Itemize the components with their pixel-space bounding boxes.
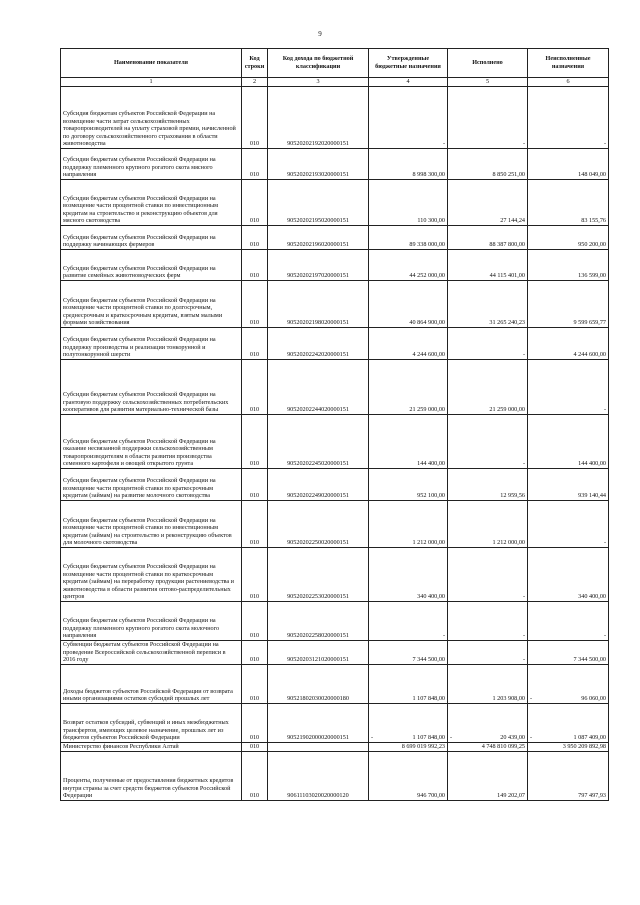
table-row [61, 548, 609, 602]
row-approved-value: 144 400,00 [417, 460, 445, 468]
row-executed [448, 704, 528, 743]
row-executed [448, 641, 528, 665]
row-approved [369, 602, 448, 641]
row-code-value: 010 [249, 140, 260, 148]
row-code [242, 360, 268, 415]
row-name [61, 469, 242, 501]
row-executed [448, 328, 528, 360]
row-name-value: Субсидия бюджетам субъектов Российской Федерации на возмещение части затрат сельскохозяйственных товаропроизводителей на уплату страховой премии, начисленной по договору сельскохозяйственного страхования в области животноводства [63, 110, 236, 148]
row-code [242, 250, 268, 281]
row-name [61, 752, 242, 801]
row-unexecuted-value: - [603, 140, 606, 148]
row-code-value: 010 [249, 241, 260, 249]
row-approved [369, 149, 448, 180]
row-approved [369, 469, 448, 501]
row-name-value: Субсидии бюджетам субъектов Российской Федерации на возмещение части процентной ставки по инвестиционным кредитам (займам) на строительство и реконструкцию объектов для молочного скотоводства [63, 516, 232, 547]
row-name [61, 328, 242, 360]
row-classification-value: 90520202197020000151 [287, 272, 349, 280]
row-code-value: 010 [249, 217, 260, 225]
row-code [242, 704, 268, 743]
row-executed [448, 752, 528, 801]
row-executed-value: 88 387 800,00 [489, 241, 525, 249]
negative-sign: - [530, 734, 533, 742]
row-approved-value: 8 699 019 992,23 [401, 743, 445, 751]
row-name-value: Субсидии бюджетам субъектов Российской Федерации на поддержку племенного крупного рогатого скота мясного направления [63, 156, 216, 179]
row-code [242, 87, 268, 149]
row-name [61, 360, 242, 415]
table-body [61, 87, 609, 801]
negative-sign: - [371, 734, 374, 742]
row-code [242, 149, 268, 180]
row-code-value: 010 [249, 171, 260, 179]
row-approved [369, 328, 448, 360]
row-unexecuted [528, 180, 609, 226]
row-unexecuted-value: - [603, 539, 606, 547]
row-name [61, 548, 242, 602]
row-unexecuted-value: 340 400,00 [578, 593, 606, 601]
row-name-value: Субсидии бюджетам субъектов Российской Федерации на возмещение части процентной ставки по краткосрочным кредитам (займам) на переработку продукции растениеводства и животноводства в области развития оптово-распределительных центров [63, 563, 234, 601]
row-classification-value: 90520202192020000151 [287, 140, 349, 148]
row-approved-value: 40 864 900,00 [409, 319, 445, 327]
table-row [61, 469, 609, 501]
row-classification-value: 90520202242020000151 [287, 351, 349, 359]
row-name-value: Субсидии бюджетам субъектов Российской Федерации на поддержку производства и реализации тонкорунной и полутонкорунной шерсти [63, 336, 216, 359]
row-approved-value: - [442, 140, 445, 148]
row-executed [448, 226, 528, 250]
row-approved-value: 44 252 000,00 [409, 272, 445, 280]
row-executed-value: 1 212 000,00 [492, 539, 525, 547]
header-name: Наименование показателя [61, 49, 242, 78]
row-name [61, 665, 242, 704]
row-unexecuted-value: 939 140,44 [578, 492, 606, 500]
row-unexecuted [528, 226, 609, 250]
column-number: 3 [268, 78, 369, 87]
row-executed [448, 149, 528, 180]
row-approved [369, 752, 448, 801]
header-unexecuted: Неисполненные назначения [528, 49, 609, 78]
row-approved [369, 180, 448, 226]
row-code [242, 180, 268, 226]
row-unexecuted [528, 360, 609, 415]
negative-sign: - [530, 695, 533, 703]
row-executed [448, 501, 528, 548]
row-code-value: 010 [249, 460, 260, 468]
row-classification [268, 548, 369, 602]
row-unexecuted-value: 797 497,93 [578, 792, 606, 800]
row-unexecuted [528, 415, 609, 469]
row-approved-value: 7 344 500,00 [412, 656, 445, 664]
row-approved-value: 340 400,00 [417, 593, 445, 601]
row-approved [369, 281, 448, 328]
row-code-value: 010 [249, 632, 260, 640]
row-name [61, 87, 242, 149]
table-row [61, 501, 609, 548]
row-unexecuted [528, 87, 609, 149]
table-row [61, 149, 609, 180]
row-classification-value: 90520202258020000151 [287, 632, 349, 640]
column-number: 4 [369, 78, 448, 87]
row-classification-value: 90521902000020000151 [287, 734, 349, 742]
row-unexecuted-value: 136 599,00 [578, 272, 606, 280]
row-classification [268, 226, 369, 250]
row-code-value: 010 [249, 539, 260, 547]
row-name [61, 226, 242, 250]
row-code-value: 010 [249, 319, 260, 327]
row-executed-value: 8 850 251,00 [492, 171, 525, 179]
row-name-value: Субсидии бюджетам субъектов Российской Федерации на возмещение части процентной ставки по краткосрочным кредитам (займам) на развитие молочного скотоводства [63, 477, 216, 500]
row-classification-value: 90520202253020000151 [287, 593, 349, 601]
row-code-value: 010 [249, 593, 260, 601]
row-name [61, 501, 242, 548]
row-name-value: Субсидии бюджетам субъектов Российской Федерации на развитие семейных животноводческих ферм [63, 264, 216, 280]
row-approved-value: - [442, 632, 445, 640]
row-approved [369, 641, 448, 665]
row-name [61, 743, 242, 752]
column-number: 1 [61, 78, 242, 87]
row-code [242, 226, 268, 250]
row-unexecuted-value: 83 155,76 [581, 217, 606, 225]
row-executed-value: 4 748 810 099,25 [481, 743, 525, 751]
row-executed [448, 469, 528, 501]
row-classification [268, 87, 369, 149]
row-executed-value: 20 439,00 [500, 734, 525, 742]
row-classification [268, 149, 369, 180]
row-unexecuted [528, 501, 609, 548]
row-approved-value: 4 244 600,00 [412, 351, 445, 359]
column-number: 5 [448, 78, 528, 87]
row-unexecuted-value: - [603, 406, 606, 414]
row-name [61, 602, 242, 641]
row-name-value: Проценты, полученные от предоставления бюджетных кредитов внутри страны за счет средств бюджетов субъектов Российской Федерации [63, 777, 234, 800]
row-unexecuted [528, 149, 609, 180]
row-classification-value: 90520202245020000151 [287, 460, 349, 468]
row-unexecuted [528, 328, 609, 360]
row-unexecuted-value: 3 950 209 892,98 [562, 743, 606, 751]
table-row [61, 281, 609, 328]
row-executed-value: - [522, 632, 525, 640]
row-code-value: 010 [249, 792, 260, 800]
row-classification-value: 90520202195020000151 [287, 217, 349, 225]
row-classification [268, 281, 369, 328]
column-number-row [61, 78, 609, 87]
row-executed-value: 21 259 000,00 [489, 406, 525, 414]
row-approved-value: 89 338 000,00 [409, 241, 445, 249]
row-classification [268, 743, 369, 752]
row-approved [369, 226, 448, 250]
row-name-value: Субсидии бюджетам субъектов Российской Федерации на грантовую поддержку сельскохозяйственных потребительских кооперативов для развития материально-технической базы [63, 391, 229, 414]
row-executed-value: - [522, 460, 525, 468]
row-executed-value: 44 115 401,00 [489, 272, 525, 280]
row-classification [268, 602, 369, 641]
row-executed-value: 12 959,56 [500, 492, 525, 500]
table-row [61, 87, 609, 149]
row-name [61, 281, 242, 328]
row-classification [268, 250, 369, 281]
row-name [61, 180, 242, 226]
row-unexecuted-value: 9 599 659,77 [573, 319, 606, 327]
row-approved [369, 704, 448, 743]
row-approved [369, 87, 448, 149]
row-unexecuted [528, 250, 609, 281]
row-classification [268, 501, 369, 548]
row-approved-value: 952 100,00 [417, 492, 445, 500]
table-row [61, 250, 609, 281]
row-code-value: 010 [249, 406, 260, 414]
row-classification-value: 90520202196020000151 [287, 241, 349, 249]
row-approved [369, 360, 448, 415]
table-row [61, 328, 609, 360]
row-approved-value: 8 998 300,00 [412, 171, 445, 179]
header-classification: Код дохода по бюджетной классификации [268, 49, 369, 78]
row-executed [448, 87, 528, 149]
table-row [61, 704, 609, 743]
row-name [61, 704, 242, 743]
row-code-value: 010 [249, 272, 260, 280]
row-name-value: Возврат остатков субсидий, субвенций и иных межбюджетных трансфертов, имеющих целевое назначение, прошлых лет из бюджетов субъектов Российской Федерации [63, 719, 229, 742]
row-code [242, 469, 268, 501]
row-name-value: Субвенции бюджетам субъектов Российской Федерации на проведение Всероссийской сельскохозяйственной переписи в 2016 году [63, 641, 226, 664]
row-approved [369, 415, 448, 469]
row-executed-value: - [522, 593, 525, 601]
table-header-row [61, 49, 609, 78]
row-unexecuted [528, 469, 609, 501]
row-unexecuted [528, 602, 609, 641]
table-row [61, 180, 609, 226]
row-classification [268, 469, 369, 501]
row-name [61, 149, 242, 180]
row-unexecuted [528, 752, 609, 801]
row-name-value: Субсидии бюджетам субъектов Российской Федерации на возмещение части процентной ставки по долгосрочным, среднесрочным и краткосрочным кредитам, взятым малыми формами хозяйствования [63, 296, 223, 327]
row-executed-value: 31 265 240,23 [489, 319, 525, 327]
row-unexecuted-value: 148 049,00 [578, 171, 606, 179]
row-code [242, 641, 268, 665]
row-approved-value: 110 300,00 [417, 217, 445, 225]
row-name [61, 641, 242, 665]
row-code [242, 602, 268, 641]
row-code [242, 665, 268, 704]
row-approved [369, 665, 448, 704]
row-unexecuted-value: 1 087 409,00 [573, 734, 606, 742]
row-approved-value: 21 259 000,00 [409, 406, 445, 414]
row-code [242, 752, 268, 801]
row-approved-value: 946 700,00 [417, 792, 445, 800]
row-name [61, 250, 242, 281]
row-executed-value: 149 202,07 [497, 792, 525, 800]
table-row [61, 226, 609, 250]
row-approved-value: 1 212 000,00 [412, 539, 445, 547]
row-executed [448, 250, 528, 281]
row-executed-value: - [522, 140, 525, 148]
row-classification [268, 328, 369, 360]
row-code [242, 501, 268, 548]
table-row [61, 665, 609, 704]
table-row [61, 752, 609, 801]
page-number: 9 [318, 30, 322, 38]
column-number: 6 [528, 78, 609, 87]
row-unexecuted [528, 665, 609, 704]
row-approved-value: 1 107 848,00 [412, 695, 445, 703]
row-unexecuted [528, 281, 609, 328]
row-classification-value: 90611103020020000120 [287, 792, 349, 800]
row-name-value: Министерство финансов Республики Алтай [63, 743, 179, 751]
negative-sign: - [450, 734, 453, 742]
row-unexecuted [528, 743, 609, 752]
row-name-value: Доходы бюджетов субъектов Российской Федерации от возврата иными организациями остатков субсидий прошлых лет [63, 687, 233, 703]
row-executed [448, 548, 528, 602]
row-name [61, 415, 242, 469]
table-row [61, 743, 609, 752]
budget-report-table [60, 48, 609, 801]
row-executed [448, 360, 528, 415]
row-code-value: 010 [249, 734, 260, 742]
row-executed-value: 27 144,24 [500, 217, 525, 225]
row-executed [448, 602, 528, 641]
row-classification-value: 90520202193020000151 [287, 171, 349, 179]
row-classification [268, 665, 369, 704]
row-executed-value: - [522, 656, 525, 664]
row-approved [369, 743, 448, 752]
row-classification [268, 752, 369, 801]
row-executed [448, 415, 528, 469]
row-unexecuted [528, 548, 609, 602]
row-approved [369, 501, 448, 548]
row-unexecuted-value: 96 060,00 [581, 695, 606, 703]
row-classification-value: 90520202244020000151 [287, 406, 349, 414]
table-row [61, 360, 609, 415]
row-classification [268, 415, 369, 469]
row-code-value: 010 [249, 695, 260, 703]
row-classification [268, 360, 369, 415]
row-code [242, 328, 268, 360]
row-unexecuted-value: 144 400,00 [578, 460, 606, 468]
row-code [242, 415, 268, 469]
header-approved: Утвержденные бюджетные назначения [369, 49, 448, 78]
header-code: Код строки [242, 49, 268, 78]
row-code [242, 281, 268, 328]
row-unexecuted [528, 704, 609, 743]
row-approved [369, 250, 448, 281]
row-code-value: 010 [249, 743, 260, 751]
row-classification-value: 90520202198020000151 [287, 319, 349, 327]
row-executed [448, 665, 528, 704]
row-code [242, 548, 268, 602]
row-classification-value: 90520202250020000151 [287, 539, 349, 547]
row-classification [268, 641, 369, 665]
row-unexecuted-value: 4 244 600,00 [573, 351, 606, 359]
row-executed-value: - [522, 351, 525, 359]
row-name-value: Субсидии бюджетам субъектов Российской Федерации на поддержку начинающих фермеров [63, 233, 216, 249]
row-code-value: 010 [249, 492, 260, 500]
header-executed: Исполнено [448, 49, 528, 78]
table-row [61, 415, 609, 469]
row-executed [448, 180, 528, 226]
row-unexecuted [528, 641, 609, 665]
table-row [61, 641, 609, 665]
row-unexecuted-value: 7 344 500,00 [573, 656, 606, 664]
row-approved-value: 1 107 848,00 [412, 734, 445, 742]
row-code-value: 010 [249, 656, 260, 664]
row-classification-value: 90520203121020000151 [287, 656, 349, 664]
row-unexecuted-value: 950 200,00 [578, 241, 606, 249]
row-classification [268, 704, 369, 743]
row-approved [369, 548, 448, 602]
row-name-value: Субсидии бюджетам субъектов Российской Федерации на оказание несвязанной поддержки сельскохозяйственным товаропроизводителям в области развития производства семенного картофеля и овощей открытого грунта [63, 437, 216, 468]
row-classification-value: 90521802030020000180 [287, 695, 349, 703]
row-classification-value: 90520202249020000151 [287, 492, 349, 500]
row-classification [268, 180, 369, 226]
row-name-value: Субсидии бюджетам субъектов Российской Федерации на поддержку племенного крупного рогатого скота молочного направления [63, 617, 220, 640]
row-name-value: Субсидии бюджетам субъектов Российской Федерации на возмещение части процентной ставки по инвестиционным кредитам на строительство и реконструкцию объектов для мясного скотоводства [63, 194, 219, 225]
row-unexecuted-value: - [603, 632, 606, 640]
row-code-value: 010 [249, 351, 260, 359]
row-executed [448, 281, 528, 328]
table-row [61, 602, 609, 641]
row-executed-value: 1 203 908,00 [492, 695, 525, 703]
row-executed [448, 743, 528, 752]
column-number: 2 [242, 78, 268, 87]
row-code [242, 743, 268, 752]
